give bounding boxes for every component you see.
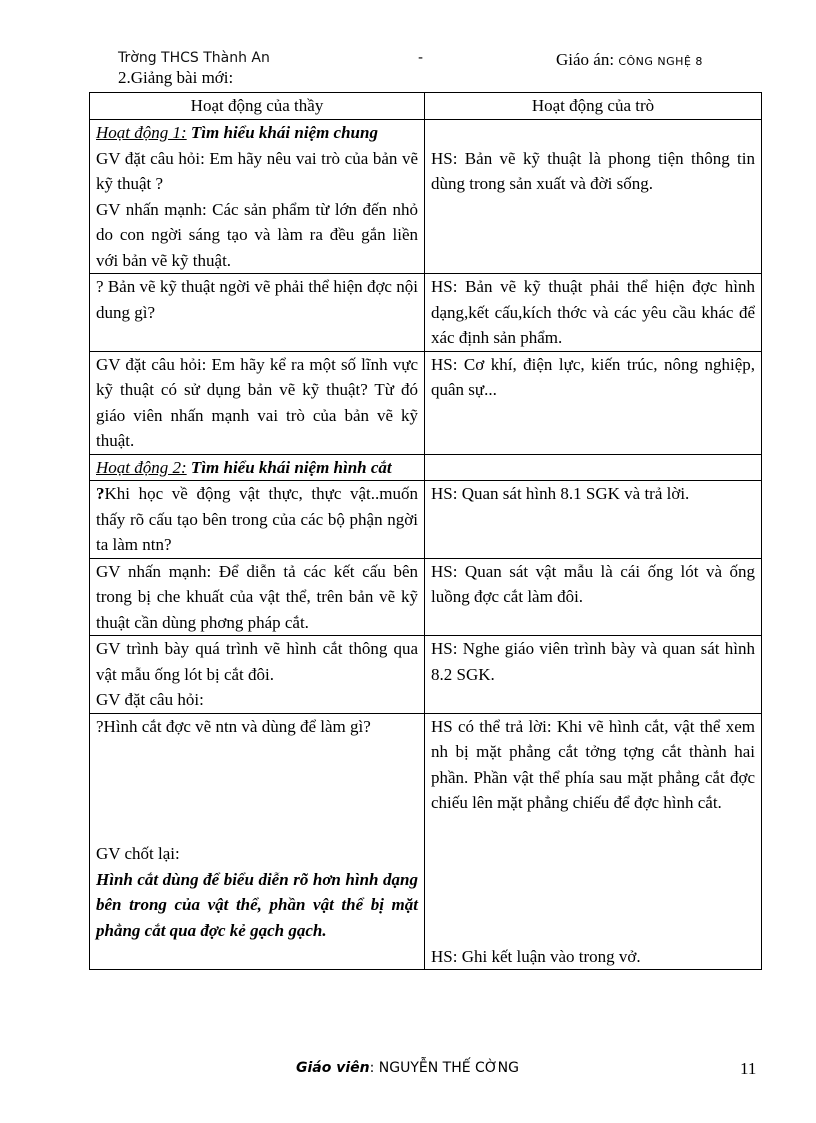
teacher-column-header: Hoạt động của thầy (90, 93, 425, 120)
teacher-cell (90, 351, 425, 454)
teacher-name: : NGUYỄN THẾ CỜNG (369, 1060, 519, 1076)
student-column-header: Hoạt động của trò (425, 93, 762, 120)
conclusion-text: Hình cắt dùng để biểu diễn rõ hơn hình dạng bên trong của vật thể, phần vật thể bị mặt phẳng cắt qua đợc kẻ gạch gạch. (96, 869, 418, 940)
student-cell (425, 274, 762, 352)
teacher-presentation: GV trình bày quá trình vẽ hình cắt thông qua vật mẫu ống lót bị cắt đôi. (96, 639, 418, 684)
student-answer-2: HS: Bản vẽ kỹ thuật phải thể hiện đợc hình dạng,kết cấu,kích thớc và các yêu cầu khác để xác định sản phẩm. (431, 277, 755, 347)
student-cell (425, 481, 762, 559)
subject-name: CÔNG NGHỆ 8 (618, 55, 703, 68)
student-answer-4: HS: Quan sát hình 8.1 SGK và trả lời. (431, 484, 690, 503)
student-answer-7: HS có thể trả lời: Khi vẽ hình cắt, vật thể xem nh bị mặt phẳng cắt tởng tợng cắt thành hai phần. Phần vật thể phía sau mặt phẳng cắt đợc chiếu lên mặt phẳng chiếu để đợc hình cắt. (431, 716, 755, 812)
teacher-question-5: ?Hình cắt đợc vẽ ntn và dùng để làm gì? (96, 716, 371, 736)
student-answer-1: HS: Bản vẽ kỹ thuật là phong tiện thông tin dùng trong sản xuất và đời sống. (431, 148, 755, 193)
teacher-emphasis-2: GV nhấn mạnh: Để diễn tả các kết cấu bên trong bị che khuất của vật thể, trên bản vẽ kỹ thuật cần dùng phơng pháp cắt. (96, 561, 418, 632)
footer-teacher (296, 1059, 519, 1077)
student-answer-5: HS: Quan sát vật mẫu là cái ống lót và ống luồng đợc cắt làm đôi. (431, 561, 755, 606)
activity-1-heading (96, 120, 418, 146)
teacher-cell (90, 481, 425, 559)
teacher-question-4-text: Khi học về động vật thực, thực vật..muốn thấy rõ cấu tạo bên trong của các bộ phận ngời ta làm ntn? (96, 484, 418, 554)
student-answer-6: HS: Nghe giáo viên trình bày và quan sát hình 8.2 SGK. (431, 639, 755, 684)
student-cell (425, 120, 762, 274)
teacher-question-4 (96, 481, 418, 558)
table-row (90, 274, 762, 352)
teacher-cell (90, 713, 425, 970)
teacher-question-5-intro: GV đặt câu hỏi: (96, 690, 204, 709)
table-row (90, 454, 762, 481)
activity-1-title: Tìm hiểu khái niệm chung (186, 123, 378, 142)
table-row (90, 481, 762, 559)
student-answer-8: HS: Ghi kết luận vào trong vở. (431, 946, 641, 966)
student-cell (425, 558, 762, 636)
teacher-cell (90, 274, 425, 352)
student-cell (425, 713, 762, 970)
teacher-label: Giáo viên (296, 1060, 370, 1076)
student-answer-3: HS: Cơ khí, điện lực, kiến trúc, nông nghiệp, quân sự... (431, 354, 755, 399)
teacher-cell (90, 558, 425, 636)
header-dash: - (418, 50, 424, 66)
teacher-cell (90, 454, 425, 481)
table-row (90, 713, 762, 970)
teacher-summary-label: GV chốt lại: (96, 844, 180, 863)
table-row (90, 351, 762, 454)
table-row (90, 558, 762, 636)
table-row (90, 120, 762, 274)
student-cell (425, 454, 762, 481)
teacher-question-3: GV đặt câu hỏi: Em hãy kể ra một số lĩnh vực kỹ thuật có sử dụng bản vẽ kỹ thuật? Từ đó giáo viên nhấn mạnh vai trò của bản vẽ kỹ thuật. (96, 354, 418, 450)
teacher-cell (90, 120, 425, 274)
page-number: 11 (740, 1059, 757, 1078)
student-cell (425, 351, 762, 454)
lesson-plan-label: Giáo án: (556, 50, 619, 69)
section-title: 2.Giảng bài mới: (118, 68, 234, 87)
question-mark: ? (96, 484, 105, 503)
table-header-row (90, 93, 762, 120)
teacher-question-1: GV đặt câu hỏi: Em hãy nêu vai trò của bản vẽ kỹ thuật ? (96, 148, 418, 193)
teacher-cell (90, 636, 425, 714)
teacher-emphasis-1: GV nhấn mạnh: Các sản phẩm từ lớn đến nhỏ do con ngời sáng tạo và làm ra đều gắn liền với bản vẽ kỹ thuật. (96, 199, 418, 270)
table-row (90, 636, 762, 714)
lesson-table (89, 92, 762, 970)
activity-2-title: Tìm hiểu khái niệm hình cắt (186, 457, 392, 477)
school-name: Trờng THCS Thành An (118, 50, 270, 66)
teacher-question-2: ? Bản vẽ kỹ thuật ngời vẽ phải thể hiện đợc nội dung gì? (96, 277, 418, 322)
activity-1-label: Hoạt động 1: (96, 123, 187, 142)
student-cell (425, 636, 762, 714)
lesson-plan-header (556, 50, 703, 70)
activity-2-label: Hoạt động 2: (96, 457, 187, 477)
activity-2-heading (96, 455, 418, 481)
